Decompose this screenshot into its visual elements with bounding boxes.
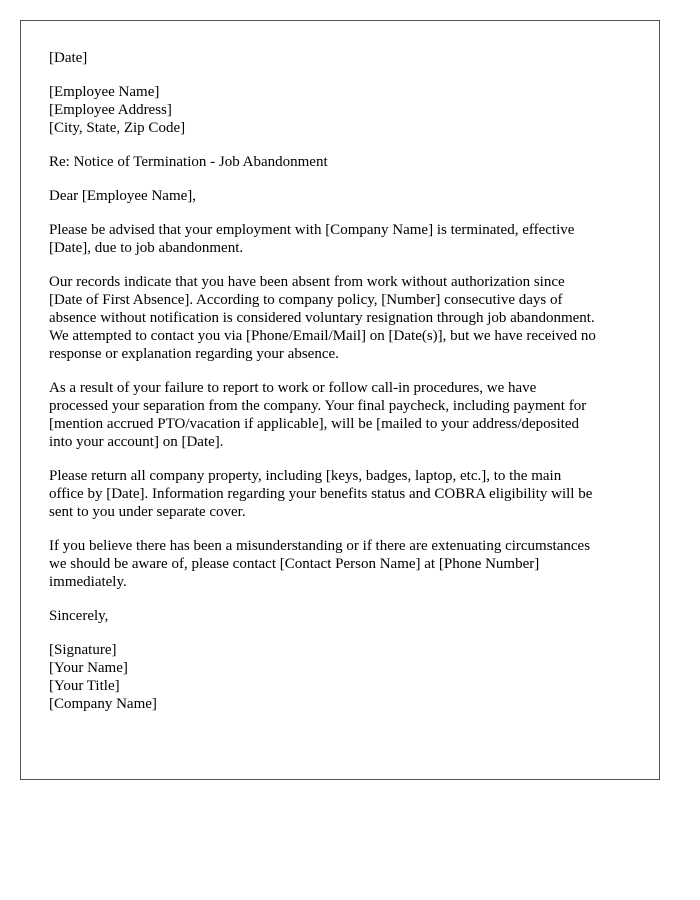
paragraph-line: [Date], due to job abandonment.	[49, 240, 244, 256]
paragraph-line: We attempted to contact you via [Phone/Email/Mail] on [Date(s)], but we have received no	[49, 328, 596, 344]
paragraph-line: Please return all company property, including [keys, badges, laptop, etc.], to the main	[49, 468, 562, 484]
salutation-text: Dear [Employee Name],	[49, 188, 197, 204]
recipient-name: [Employee Name]	[49, 84, 160, 100]
sender-company: [Company Name]	[49, 696, 157, 712]
paragraph-records	[49, 273, 639, 363]
recipient-city: [City, State, Zip Code]	[49, 120, 186, 136]
paragraph-line: Please be advised that your employment with [Company Name] is terminated, effective	[49, 222, 575, 238]
paragraph-line: If you believe there has been a misunderstanding or if there are extenuating circumstances	[49, 538, 591, 554]
sender-name: [Your Name]	[49, 660, 128, 676]
paragraph-property	[49, 467, 639, 521]
recipient-address	[49, 83, 639, 137]
salutation	[49, 187, 639, 205]
paragraph-line: processed your separation from the company. Your final paycheck, including payment for	[49, 398, 587, 414]
paragraph-separation	[49, 379, 639, 451]
subject-line	[49, 153, 639, 171]
paragraph-line: [Date of First Absence]. According to company policy, [Number] consecutive days of	[49, 292, 563, 308]
recipient-street: [Employee Address]	[49, 102, 172, 118]
date-line: [Date]	[49, 50, 88, 66]
paragraph-line: sent to you under separate cover.	[49, 504, 246, 520]
paragraph-line: we should be aware of, please contact [Contact Person Name] at [Phone Number]	[49, 556, 540, 572]
paragraph-line: absence without notification is considered voluntary resignation through job abandonment.	[49, 310, 595, 326]
subject-text: Re: Notice of Termination - Job Abandonment	[49, 154, 328, 170]
letter-frame	[20, 20, 660, 780]
paragraph-line: Our records indicate that you have been absent from work without authorization since	[49, 274, 565, 290]
paragraph-termination	[49, 221, 639, 257]
signature-placeholder: [Signature]	[49, 642, 117, 658]
paragraph-line: office by [Date]. Information regarding your benefits status and COBRA eligibility will be	[49, 486, 593, 502]
sender-title: [Your Title]	[49, 678, 120, 694]
paragraph-line: [mention accrued PTO/vacation if applicable], will be [mailed to your address/deposited	[49, 416, 579, 432]
letter-body	[49, 49, 639, 713]
paragraph-line: into your account] on [Date].	[49, 434, 224, 450]
closing	[49, 607, 639, 625]
paragraph-line: As a result of your failure to report to work or follow call-in procedures, we have	[49, 380, 537, 396]
signature-block	[49, 641, 639, 713]
letter-date	[49, 49, 639, 67]
paragraph-line: response or explanation regarding your absence.	[49, 346, 339, 362]
closing-text: Sincerely,	[49, 608, 109, 624]
paragraph-contact	[49, 537, 639, 591]
paragraph-line: immediately.	[49, 574, 127, 590]
